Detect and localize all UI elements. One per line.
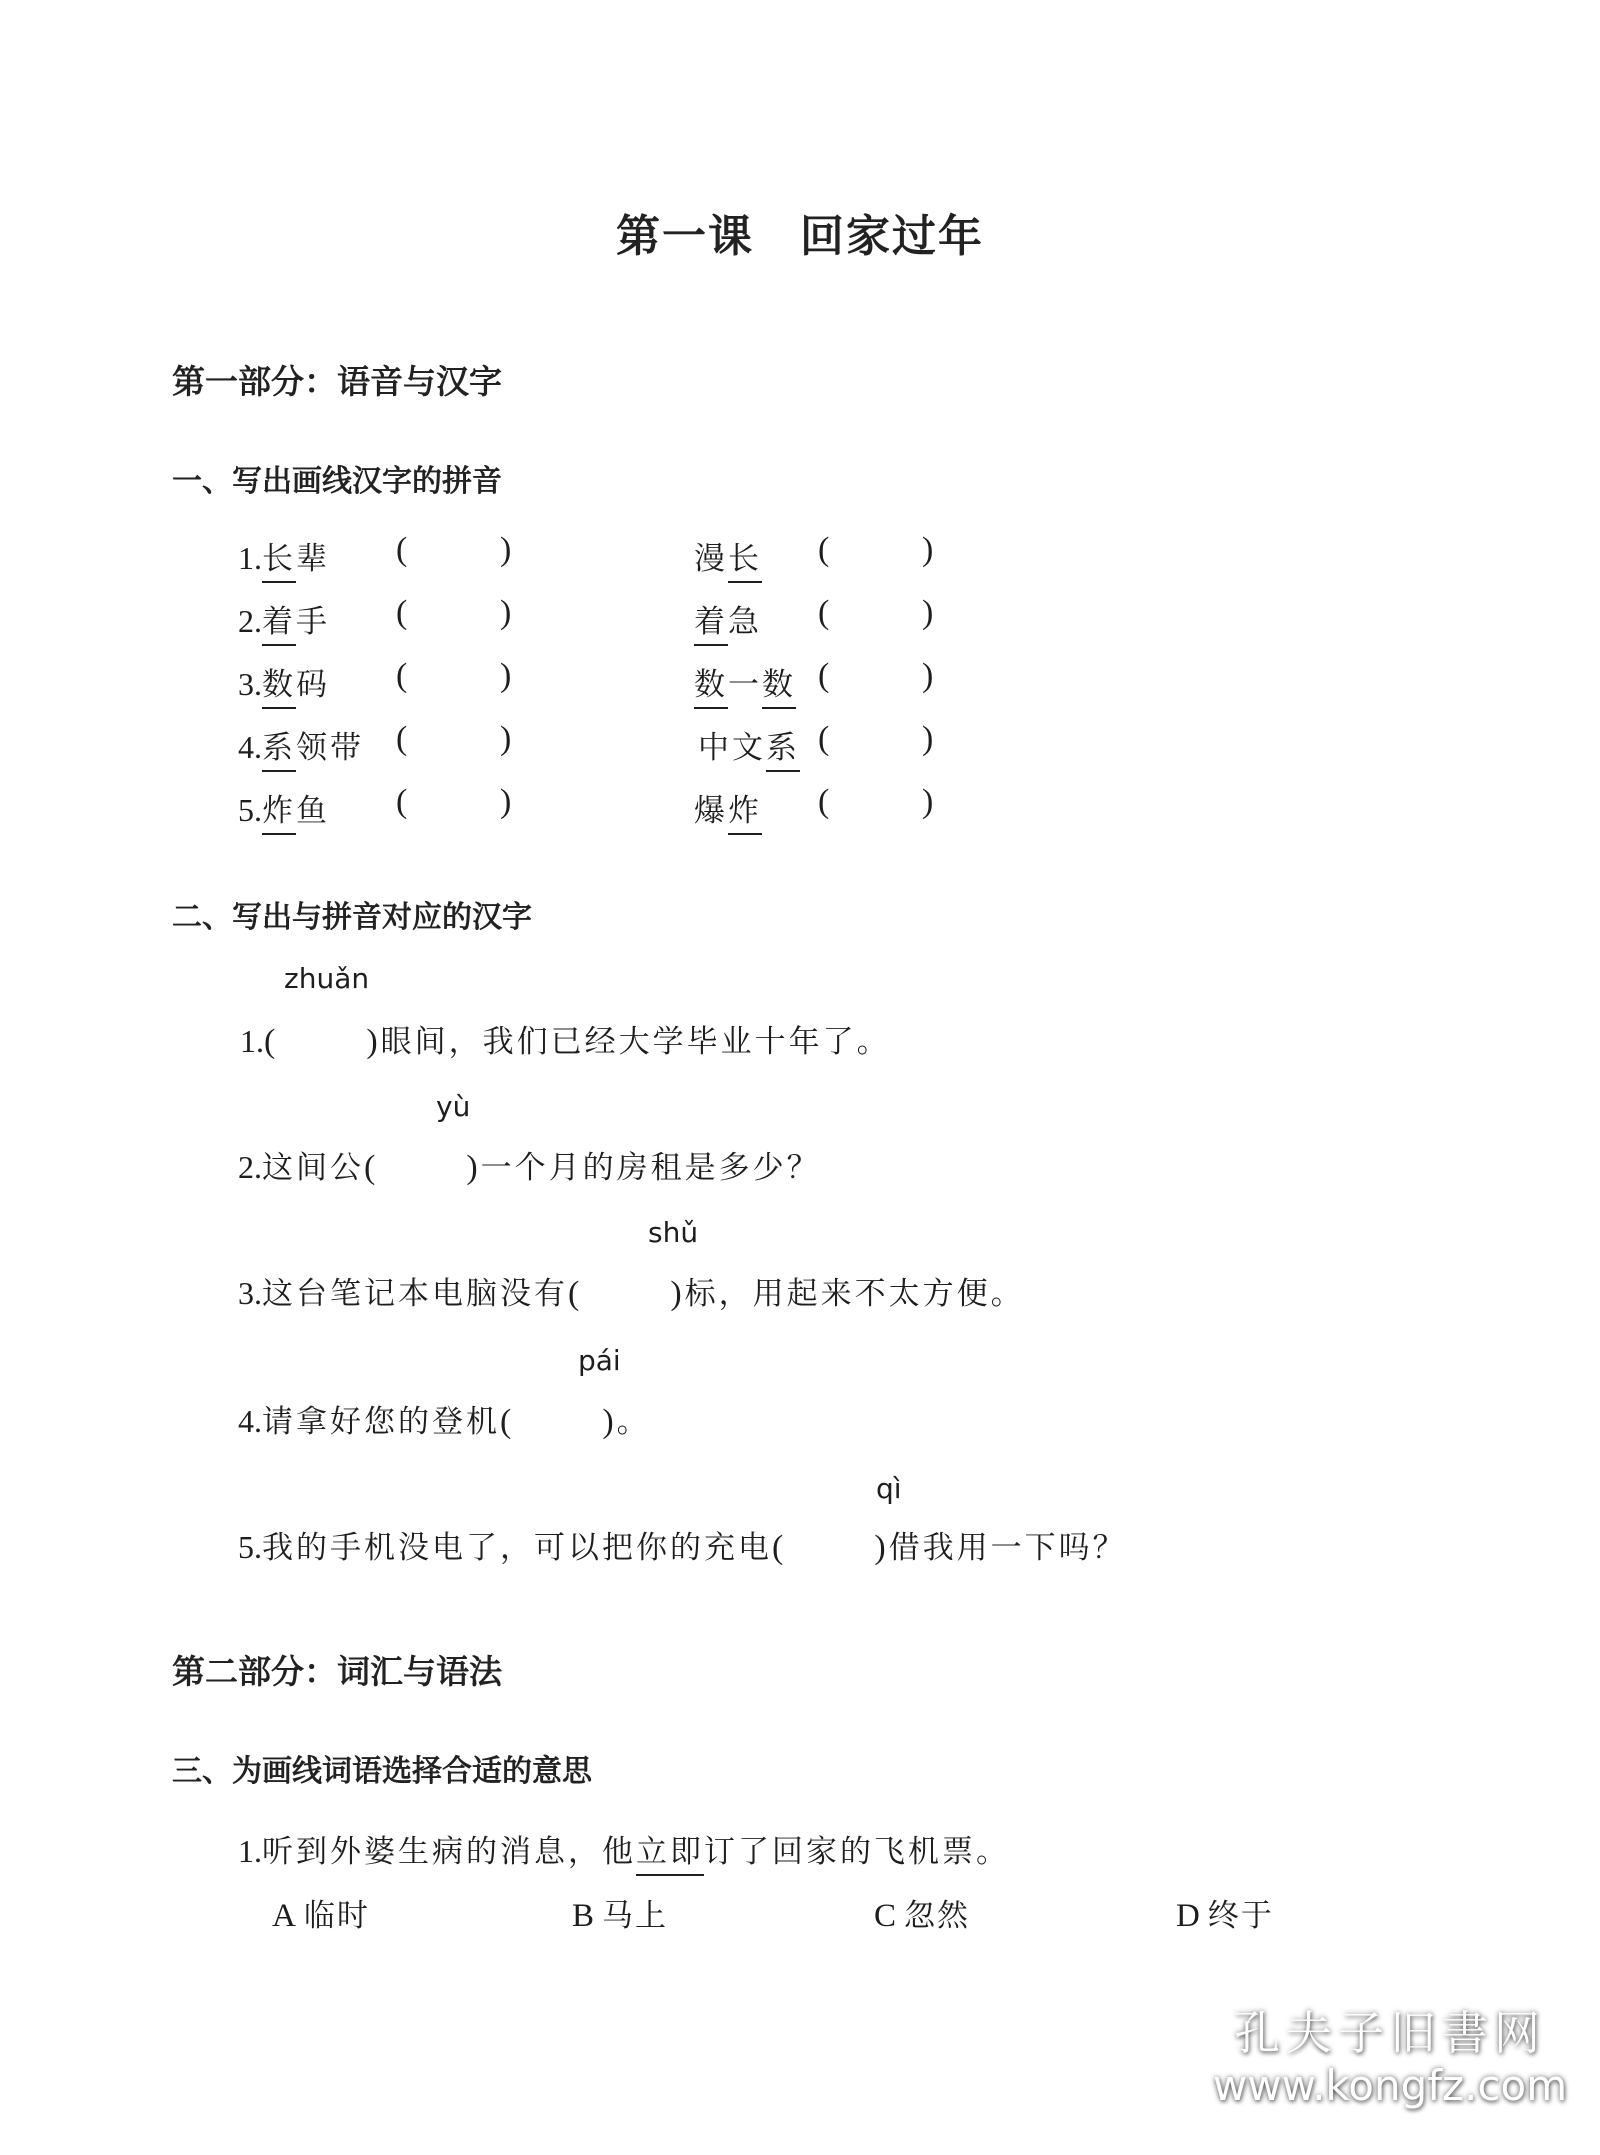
item-left-word: 1.长辈 [238, 540, 330, 577]
lesson-number: 第一课 [616, 211, 754, 262]
item-left-word: 5.炸鱼 [238, 792, 330, 829]
pinyin-hint: zhuǎn [284, 962, 370, 995]
answer-blank-open: ( [818, 720, 830, 757]
underlined-char: 炸 [262, 793, 296, 829]
item-left-word: 2.着手 [238, 603, 330, 640]
underlined-word: 立即 [636, 1834, 704, 1870]
option-d[interactable]: D 终于 [1176, 1898, 1274, 1934]
item-left-word: 3.数码 [238, 666, 330, 703]
watermark-name: 孔夫子旧書网 [1234, 2006, 1546, 2060]
item-right-word: 中文系 [698, 730, 800, 766]
answer-input[interactable] [842, 722, 918, 762]
answer-blank-close: ) [602, 1403, 617, 1440]
answer-input[interactable] [420, 659, 496, 699]
option-a[interactable]: A 临时 [272, 1898, 370, 1934]
underlined-char: 数 [262, 667, 296, 703]
answer-blank-open: ( [364, 1149, 379, 1186]
underlined-char: 长 [728, 541, 762, 577]
pinyin-hint: shǔ [648, 1216, 699, 1249]
answer-blank-open: ( [264, 1023, 279, 1060]
page-title [0, 200, 1600, 264]
answer-input[interactable] [420, 533, 496, 573]
answer-blank-open: ( [396, 783, 408, 820]
item-right-word: 漫长 [694, 541, 762, 577]
underlined-char: 着 [262, 604, 296, 640]
item-right-word: 着急 [694, 604, 762, 640]
section1-heading: 一、写出画线汉字的拼音 [172, 464, 502, 499]
answer-blank-close: ) [670, 1275, 685, 1312]
answer-blank-close: ) [500, 720, 512, 757]
sentence: 4.请拿好您的登机( )。 [238, 1403, 651, 1440]
answer-blank-open: ( [396, 594, 408, 631]
underlined-char: 系 [262, 730, 296, 766]
underlined-char: 系 [766, 730, 800, 766]
section3-heading: 三、为画线词语选择合适的意思 [172, 1754, 592, 1789]
underlined-char: 数 [694, 667, 728, 703]
watermark [1200, 2005, 1580, 2111]
item-left-word: 4.系领带 [238, 729, 364, 766]
answer-blank-open: ( [818, 594, 830, 631]
answer-blank-close: ) [366, 1023, 381, 1060]
answer-input[interactable] [420, 596, 496, 636]
answer-blank-open: ( [818, 531, 830, 568]
answer-blank-close: ) [922, 720, 934, 757]
sentence: 2.这间公( )一个月的房租是多少？ [238, 1149, 821, 1186]
answer-input[interactable] [842, 785, 918, 825]
answer-input[interactable] [842, 533, 918, 573]
sentence: 1.( )眼间，我们已经大学毕业十年了。 [240, 1023, 891, 1060]
sentence: 5.我的手机没电了，可以把你的充电( )借我用一下吗？ [238, 1529, 1127, 1566]
answer-blank-close: ) [922, 594, 934, 631]
answer-blank-close: ) [500, 594, 512, 631]
answer-input[interactable] [420, 722, 496, 762]
answer-blank-open: ( [396, 531, 408, 568]
underlined-char: 数 [762, 667, 796, 703]
answer-input[interactable] [420, 785, 496, 825]
part1-heading: 第一部分：语音与汉字 [172, 362, 502, 401]
answer-blank-open: ( [772, 1529, 787, 1566]
answer-blank-close: ) [922, 783, 934, 820]
answer-blank-close: ) [500, 783, 512, 820]
pinyin-hint: qì [876, 1472, 902, 1505]
underlined-char: 炸 [728, 793, 762, 829]
answer-blank-open: ( [818, 657, 830, 694]
pinyin-hint: yù [436, 1090, 471, 1123]
answer-blank-close: ) [500, 531, 512, 568]
answer-input[interactable] [842, 596, 918, 636]
sentence: 1.听到外婆生病的消息，他立即订了回家的飞机票。 [238, 1833, 1010, 1870]
answer-blank-close: ) [922, 531, 934, 568]
option-c[interactable]: C 忽然 [874, 1898, 971, 1934]
item-right-word: 数一数 [694, 667, 796, 703]
lesson-name: 回家过年 [800, 211, 984, 262]
option-b[interactable]: B 马上 [572, 1898, 669, 1934]
underlined-char: 长 [262, 541, 296, 577]
answer-blank-open: ( [568, 1275, 583, 1312]
answer-blank-close: ) [922, 657, 934, 694]
answer-blank-close: ) [500, 657, 512, 694]
answer-blank-open: ( [818, 783, 830, 820]
answer-blank-open: ( [500, 1403, 515, 1440]
sentence: 3.这台笔记本电脑没有( )标，用起来不太方便。 [238, 1275, 1025, 1312]
answer-blank-close: ) [874, 1529, 889, 1566]
pinyin-hint: pái [578, 1344, 621, 1377]
answer-input[interactable] [842, 659, 918, 699]
answer-blank-close: ) [466, 1149, 481, 1186]
section2-heading: 二、写出与拼音对应的汉字 [172, 900, 532, 935]
answer-blank-open: ( [396, 720, 408, 757]
answer-blank-open: ( [396, 657, 408, 694]
part2-heading: 第二部分：词汇与语法 [172, 1652, 502, 1691]
underlined-char: 着 [694, 604, 728, 640]
watermark-url: www.kongfz.com [1212, 2061, 1568, 2110]
item-right-word: 爆炸 [694, 793, 762, 829]
